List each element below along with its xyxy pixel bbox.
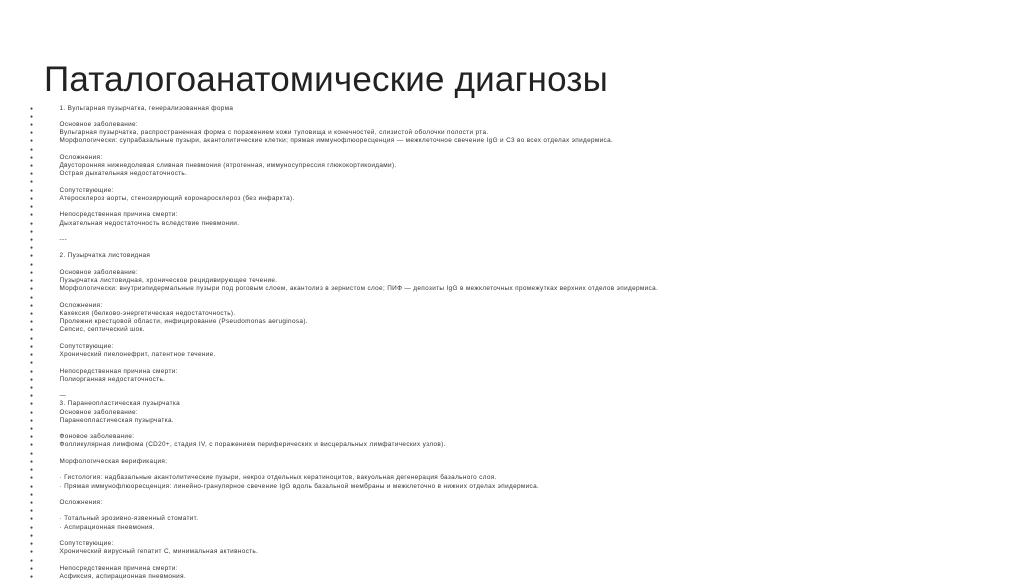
bullet-dot: ● (30, 146, 33, 154)
bullet-dot: ● (30, 121, 33, 129)
bullet-dot: ● (30, 343, 33, 351)
list-item-text: 3. Паранеопластическая пузырчатка (60, 400, 181, 408)
list-item-text: Морфологически: внутриэпидермальные пузыри под роговым слоем, акантолиз в зернистом слое; ПИФ — депозиты IgG в межклеточных промежутках верхних отделов эпидермиса. (60, 285, 659, 293)
list-item (30, 236, 1010, 244)
list-item (30, 294, 1010, 302)
list-item (30, 244, 1010, 252)
list-item (30, 277, 1010, 285)
list-item (30, 515, 1010, 523)
list-item (30, 359, 1010, 367)
list-item (30, 318, 1010, 326)
bullet-dot: ● (30, 458, 33, 466)
list-item-text: · Тотальный эрозивно-язвенный стоматит. (60, 515, 199, 523)
bullet-dot: ● (30, 310, 33, 318)
list-item-text: 2. Пузырчатка листовидная (60, 252, 151, 260)
list-item (30, 195, 1010, 203)
bullet-dot: ● (30, 368, 33, 376)
list-item-text: Хронический вирусный гепатит C, минимальная активность. (60, 548, 259, 556)
list-item-text: Непосредственная причина смерти: (60, 211, 178, 219)
list-item-text: Основное заболевание: (60, 121, 139, 129)
list-item (30, 532, 1010, 540)
bullet-dot: ● (30, 540, 33, 548)
list-item (30, 310, 1010, 318)
list-item (30, 178, 1010, 186)
bullet-dot: ● (30, 359, 33, 367)
list-item-text: Морфологически: супрабазальные пузыри, акантолитические клетки; прямая иммунофлюоресценция — межклеточное свечение IgG и C3 во всех отделах эпидермиса. (60, 137, 614, 145)
bullet-dot: ● (30, 129, 33, 137)
bullet-dot: ● (30, 154, 33, 162)
list-item (30, 499, 1010, 507)
bullet-dot: ● (30, 532, 33, 540)
bullet-dot: ● (30, 318, 33, 326)
list-item (30, 137, 1010, 145)
list-item-text: Осложнения: (60, 154, 103, 162)
list-item-text: Фолликулярная лимфома (CD20+, стадия IV, с поражением периферических и висцеральных лимфатических узлов). (60, 441, 446, 449)
list-item (30, 252, 1010, 260)
bullet-dot: ● (30, 244, 33, 252)
bullet-dot: ● (30, 187, 33, 195)
list-item-text: --- (60, 236, 67, 244)
list-item (30, 557, 1010, 565)
list-item (30, 285, 1010, 293)
list-item (30, 113, 1010, 121)
list-item-text: Пузырчатка листовидная, хроническое рецидивирующее течение. (60, 277, 278, 285)
bullet-dot: ● (30, 425, 33, 433)
list-item (30, 400, 1010, 408)
list-item (30, 417, 1010, 425)
list-item (30, 220, 1010, 228)
bullet-dot: ● (30, 351, 33, 359)
list-item (30, 326, 1010, 334)
list-item-text: Непосредственная причина смерти: (60, 368, 178, 376)
bullet-dot: ● (30, 236, 33, 244)
bullet-dot: ● (30, 326, 33, 334)
list-item-text: · Прямая иммунофлюоресценция: линейно-гранулярное свечение IgG вдоль базальной мембраны и межклеточно в нижних отделах эпидермиса. (60, 483, 540, 491)
list-item (30, 392, 1010, 400)
list-item (30, 524, 1010, 532)
bullet-dot: ● (30, 252, 33, 260)
list-item (30, 441, 1010, 449)
list-item (30, 335, 1010, 343)
bullet-dot: ● (30, 400, 33, 408)
bullet-dot: ● (30, 524, 33, 532)
bullet-dot: ● (30, 211, 33, 219)
bullet-dot: ● (30, 302, 33, 310)
list-item-text: Кахексия (белково-энергетическая недостаточность). (60, 310, 236, 318)
bullet-dot: ● (30, 170, 33, 178)
list-item (30, 474, 1010, 482)
bullet-dot: ● (30, 228, 33, 236)
list-item-text: Сопутствующие: (60, 187, 114, 195)
list-item-text: — (60, 392, 67, 400)
bullet-dot: ● (30, 105, 33, 113)
bullet-dot: ● (30, 548, 33, 556)
bullet-dot: ● (30, 483, 33, 491)
bullet-dot: ● (30, 285, 33, 293)
list-item (30, 187, 1010, 195)
list-item-text: · Гистология: надбазальные акантолитические пузыри, некроз отдельных кератиноцитов, вакуольная дегенерация базального слоя. (60, 474, 497, 482)
list-item-text: Двусторонняя нижнедолевая сливная пневмония (ятрогенная, иммуносупрессия глюкокортикоидами). (60, 162, 397, 170)
list-item-text: Паранеопластическая пузырчатка. (60, 417, 175, 425)
list-item (30, 228, 1010, 236)
bullet-dot: ● (30, 515, 33, 523)
list-item (30, 146, 1010, 154)
list-item (30, 450, 1010, 458)
list-item (30, 261, 1010, 269)
bullet-dot: ● (30, 335, 33, 343)
list-item-text: Осложнения: (60, 499, 103, 507)
list-item (30, 433, 1010, 441)
slide-title: Паталогоанатомические диагнозы (44, 60, 608, 100)
bullet-dot: ● (30, 466, 33, 474)
bullet-dot: ● (30, 441, 33, 449)
bullet-dot: ● (30, 195, 33, 203)
list-item (30, 368, 1010, 376)
list-item-text: Асфиксия, аспирационная пневмония. (60, 573, 187, 581)
list-item-text: Сопутствующие: (60, 343, 114, 351)
list-item-text: Хронический пиелонефрит, латентное течение. (60, 351, 216, 359)
bullet-dot: ● (30, 392, 33, 400)
list-item (30, 548, 1010, 556)
list-item (30, 121, 1010, 129)
list-item (30, 154, 1010, 162)
bullet-list (30, 105, 1010, 581)
bullet-dot: ● (30, 573, 33, 581)
bullet-dot: ● (30, 376, 33, 384)
list-item-text: Вульгарная пузырчатка, распространенная форма с поражением кожи туловища и конечностей, слизистой оболочки полости рта. (60, 129, 489, 137)
list-item-text: Дыхательная недостаточность вследствие пневмонии. (60, 220, 240, 228)
list-item (30, 425, 1010, 433)
bullet-dot: ● (30, 565, 33, 573)
list-item (30, 458, 1010, 466)
bullet-dot: ● (30, 178, 33, 186)
bullet-dot: ● (30, 294, 33, 302)
list-item (30, 203, 1010, 211)
bullet-dot: ● (30, 113, 33, 121)
bullet-dot: ● (30, 409, 33, 417)
list-item-text: Основное заболевание: (60, 409, 139, 417)
list-item-text: Морфологическая верификация: (60, 458, 168, 466)
bullet-dot: ● (30, 384, 33, 392)
list-item (30, 483, 1010, 491)
bullet-dot: ● (30, 474, 33, 482)
list-item-text: Пролежни крестцовой области, инфицирование (Pseudomonas aeruginosa). (60, 318, 308, 326)
bullet-dot: ● (30, 491, 33, 499)
list-item-text: Сопутствующие: (60, 540, 114, 548)
list-item (30, 565, 1010, 573)
list-item (30, 269, 1010, 277)
list-item-text: Острая дыхательная недостаточность. (60, 170, 188, 178)
bullet-dot: ● (30, 269, 33, 277)
list-item (30, 162, 1010, 170)
list-item-text: Непосредственная причина смерти: (60, 565, 178, 573)
bullet-dot: ● (30, 277, 33, 285)
list-item-text: 1. Вульгарная пузырчатка, генерализованная форма (60, 105, 234, 113)
list-item-text: Атеросклероз аорты, стенозирующий коронаросклероз (без инфаркта). (60, 195, 295, 203)
bullet-dot: ● (30, 162, 33, 170)
list-item (30, 302, 1010, 310)
list-item (30, 105, 1010, 113)
list-item (30, 376, 1010, 384)
bullet-dot: ● (30, 137, 33, 145)
list-item-text: Полиорганная недостаточность. (60, 376, 166, 384)
list-item (30, 351, 1010, 359)
list-item (30, 573, 1010, 581)
list-item-text: · Аспирационная пневмония. (60, 524, 155, 532)
bullet-dot: ● (30, 557, 33, 565)
bullet-dot: ● (30, 203, 33, 211)
list-item-text: Осложнения: (60, 302, 103, 310)
list-item-text: Основное заболевание: (60, 269, 139, 277)
list-item (30, 384, 1010, 392)
bullet-dot: ● (30, 261, 33, 269)
list-item (30, 409, 1010, 417)
list-item (30, 491, 1010, 499)
list-item (30, 343, 1010, 351)
bullet-dot: ● (30, 507, 33, 515)
bullet-dot: ● (30, 499, 33, 507)
bullet-dot: ● (30, 450, 33, 458)
bullet-dot: ● (30, 220, 33, 228)
bullet-dot: ● (30, 433, 33, 441)
list-item-text: Фоновое заболевание: (60, 433, 135, 441)
list-item (30, 211, 1010, 219)
list-item-text: Сепсис, септический шок. (60, 326, 145, 334)
list-item (30, 170, 1010, 178)
bullet-dot: ● (30, 417, 33, 425)
